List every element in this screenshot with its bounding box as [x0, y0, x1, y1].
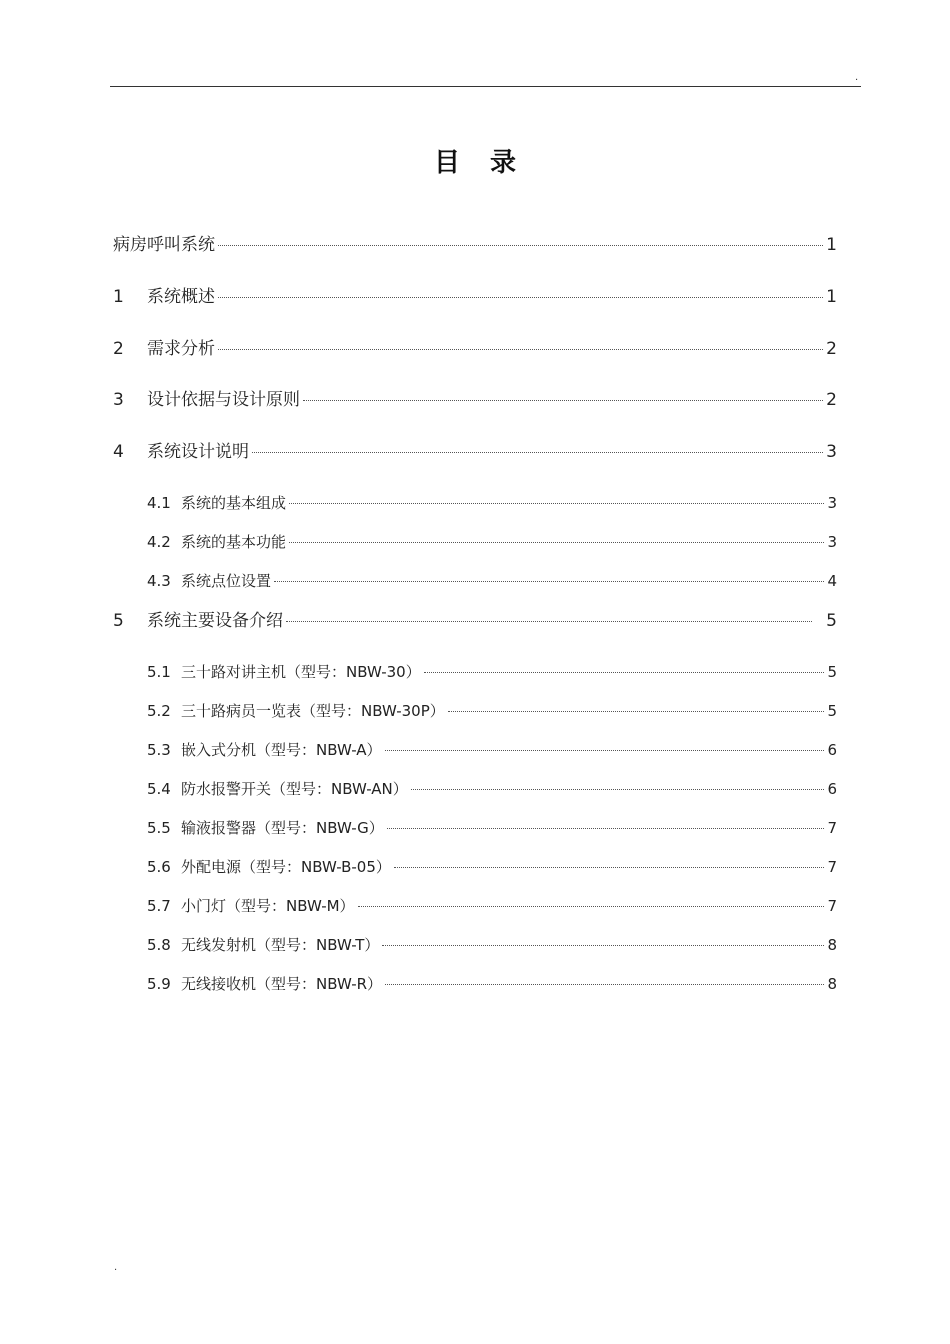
toc-entry-number: 4: [113, 442, 124, 462]
toc-entry-number: 4.3: [147, 572, 171, 590]
toc-entry-number: 5.8: [147, 936, 171, 954]
toc-entry-text: 系统点位设置: [181, 572, 272, 590]
toc-leader: [218, 245, 823, 246]
toc-leader: [252, 452, 823, 453]
toc-leader: [218, 297, 823, 298]
toc-entry-page: 7: [827, 897, 837, 915]
toc-leader: [274, 581, 824, 582]
toc-entry[interactable]: [147, 570, 837, 591]
toc-entry[interactable]: [113, 230, 837, 255]
toc-entry-text: 三十路病员一览表（型号：NBW-30P）: [181, 702, 445, 720]
toc-entry-page: 4: [827, 572, 837, 590]
toc-leader: [303, 400, 823, 401]
footer-mark: .: [114, 1262, 118, 1273]
toc-entry-page: 5: [827, 663, 837, 681]
toc-entry-page: 7: [827, 858, 837, 876]
toc-entry-page: 5: [826, 611, 837, 631]
toc-entry-number: 5.9: [147, 975, 171, 993]
toc-leader: [382, 945, 824, 946]
toc-entry-text: 无线发射机（型号：NBW-T）: [181, 936, 380, 954]
toc-entry-text: 嵌入式分机（型号：NBW-A）: [181, 741, 382, 759]
toc-entry[interactable]: [113, 282, 837, 307]
toc-entry-page: 2: [826, 390, 837, 410]
toc-leader: [289, 503, 824, 504]
toc-entry[interactable]: [147, 778, 837, 799]
header-mark: .: [855, 72, 859, 83]
toc-entry-number: 5.2: [147, 702, 171, 720]
toc-entry-text: 三十路对讲主机（型号：NBW-30）: [181, 663, 421, 681]
toc-leader: [394, 867, 825, 868]
toc-entry-text: 系统的基本功能: [181, 533, 287, 551]
toc-entry-page: 7: [827, 819, 837, 837]
toc-entry-number: 5.1: [147, 663, 171, 681]
toc-entry-number: 4.2: [147, 533, 171, 551]
toc-entry-number: 5.4: [147, 780, 171, 798]
toc-entry[interactable]: [147, 817, 837, 838]
toc-entry-number: 5.5: [147, 819, 171, 837]
toc-entry[interactable]: [147, 531, 837, 552]
toc-entry-page: 3: [827, 533, 837, 551]
toc-entry[interactable]: [147, 934, 837, 955]
toc-entry[interactable]: [147, 856, 837, 877]
toc-entry-number: 5.6: [147, 858, 171, 876]
toc-leader: [385, 750, 825, 751]
toc-entry-page: 6: [827, 780, 837, 798]
toc-entry[interactable]: [113, 385, 837, 410]
toc-title: 目录: [433, 148, 546, 178]
toc-entry-page: 3: [827, 494, 837, 512]
toc-leader: [424, 672, 825, 673]
toc-entry-page: 8: [827, 975, 837, 993]
toc-entry-text: 防水报警开关（型号：NBW-AN）: [181, 780, 408, 798]
toc-entry-text: 设计依据与设计原则: [147, 390, 300, 410]
toc-entry-number: 5: [113, 611, 124, 631]
toc-entry[interactable]: [147, 973, 837, 994]
toc-entry[interactable]: [113, 437, 837, 462]
toc-leader: [358, 906, 825, 907]
toc-entry-page: 2: [826, 339, 837, 359]
toc-leader: [448, 711, 825, 712]
toc-leader: [218, 349, 823, 350]
toc-entry-number: 4.1: [147, 494, 171, 512]
toc-leader: [385, 984, 824, 985]
toc-entry-page: 1: [826, 287, 837, 307]
toc-entry-number: 2: [113, 339, 124, 359]
toc-entry-page: 6: [827, 741, 837, 759]
toc-entry-number: 3: [113, 390, 124, 410]
toc-entry-text: 需求分析: [147, 339, 215, 359]
toc-entry-text: 系统设计说明: [147, 442, 249, 462]
toc-leader: [289, 542, 824, 543]
toc-entry-text: 输液报警器（型号：NBW-G）: [181, 819, 384, 837]
toc-entry[interactable]: [147, 739, 837, 760]
toc-entry[interactable]: [147, 895, 837, 916]
toc-entry-page: 1: [826, 235, 837, 255]
toc-entry[interactable]: [147, 661, 837, 682]
toc-entry-page: 3: [826, 442, 837, 462]
toc-entry-text: 小门灯（型号：NBW-M）: [181, 897, 355, 915]
toc-leader: [411, 789, 825, 790]
toc-entry-text: 系统的基本组成: [181, 494, 287, 512]
toc-entry-number: 5.3: [147, 741, 171, 759]
toc-leader: [286, 621, 812, 622]
toc-entry-page: 8: [827, 936, 837, 954]
toc-leader: [387, 828, 825, 829]
toc-entry-text: 无线接收机（型号：NBW-R）: [181, 975, 383, 993]
toc-entry[interactable]: [113, 606, 837, 631]
toc-entry-text: 外配电源（型号：NBW-B-05）: [181, 858, 391, 876]
toc-entry-number: 5.7: [147, 897, 171, 915]
toc-entry-page: 5: [827, 702, 837, 720]
toc-entry-text: 病房呼叫系统: [113, 235, 215, 255]
toc-entry[interactable]: [147, 700, 837, 721]
toc-entry-text: 系统概述: [147, 287, 215, 307]
toc-entry-text: 系统主要设备介绍: [147, 611, 283, 631]
toc-entry[interactable]: [147, 492, 837, 513]
toc-entry[interactable]: [113, 334, 837, 359]
toc-entry-number: 1: [113, 287, 124, 307]
